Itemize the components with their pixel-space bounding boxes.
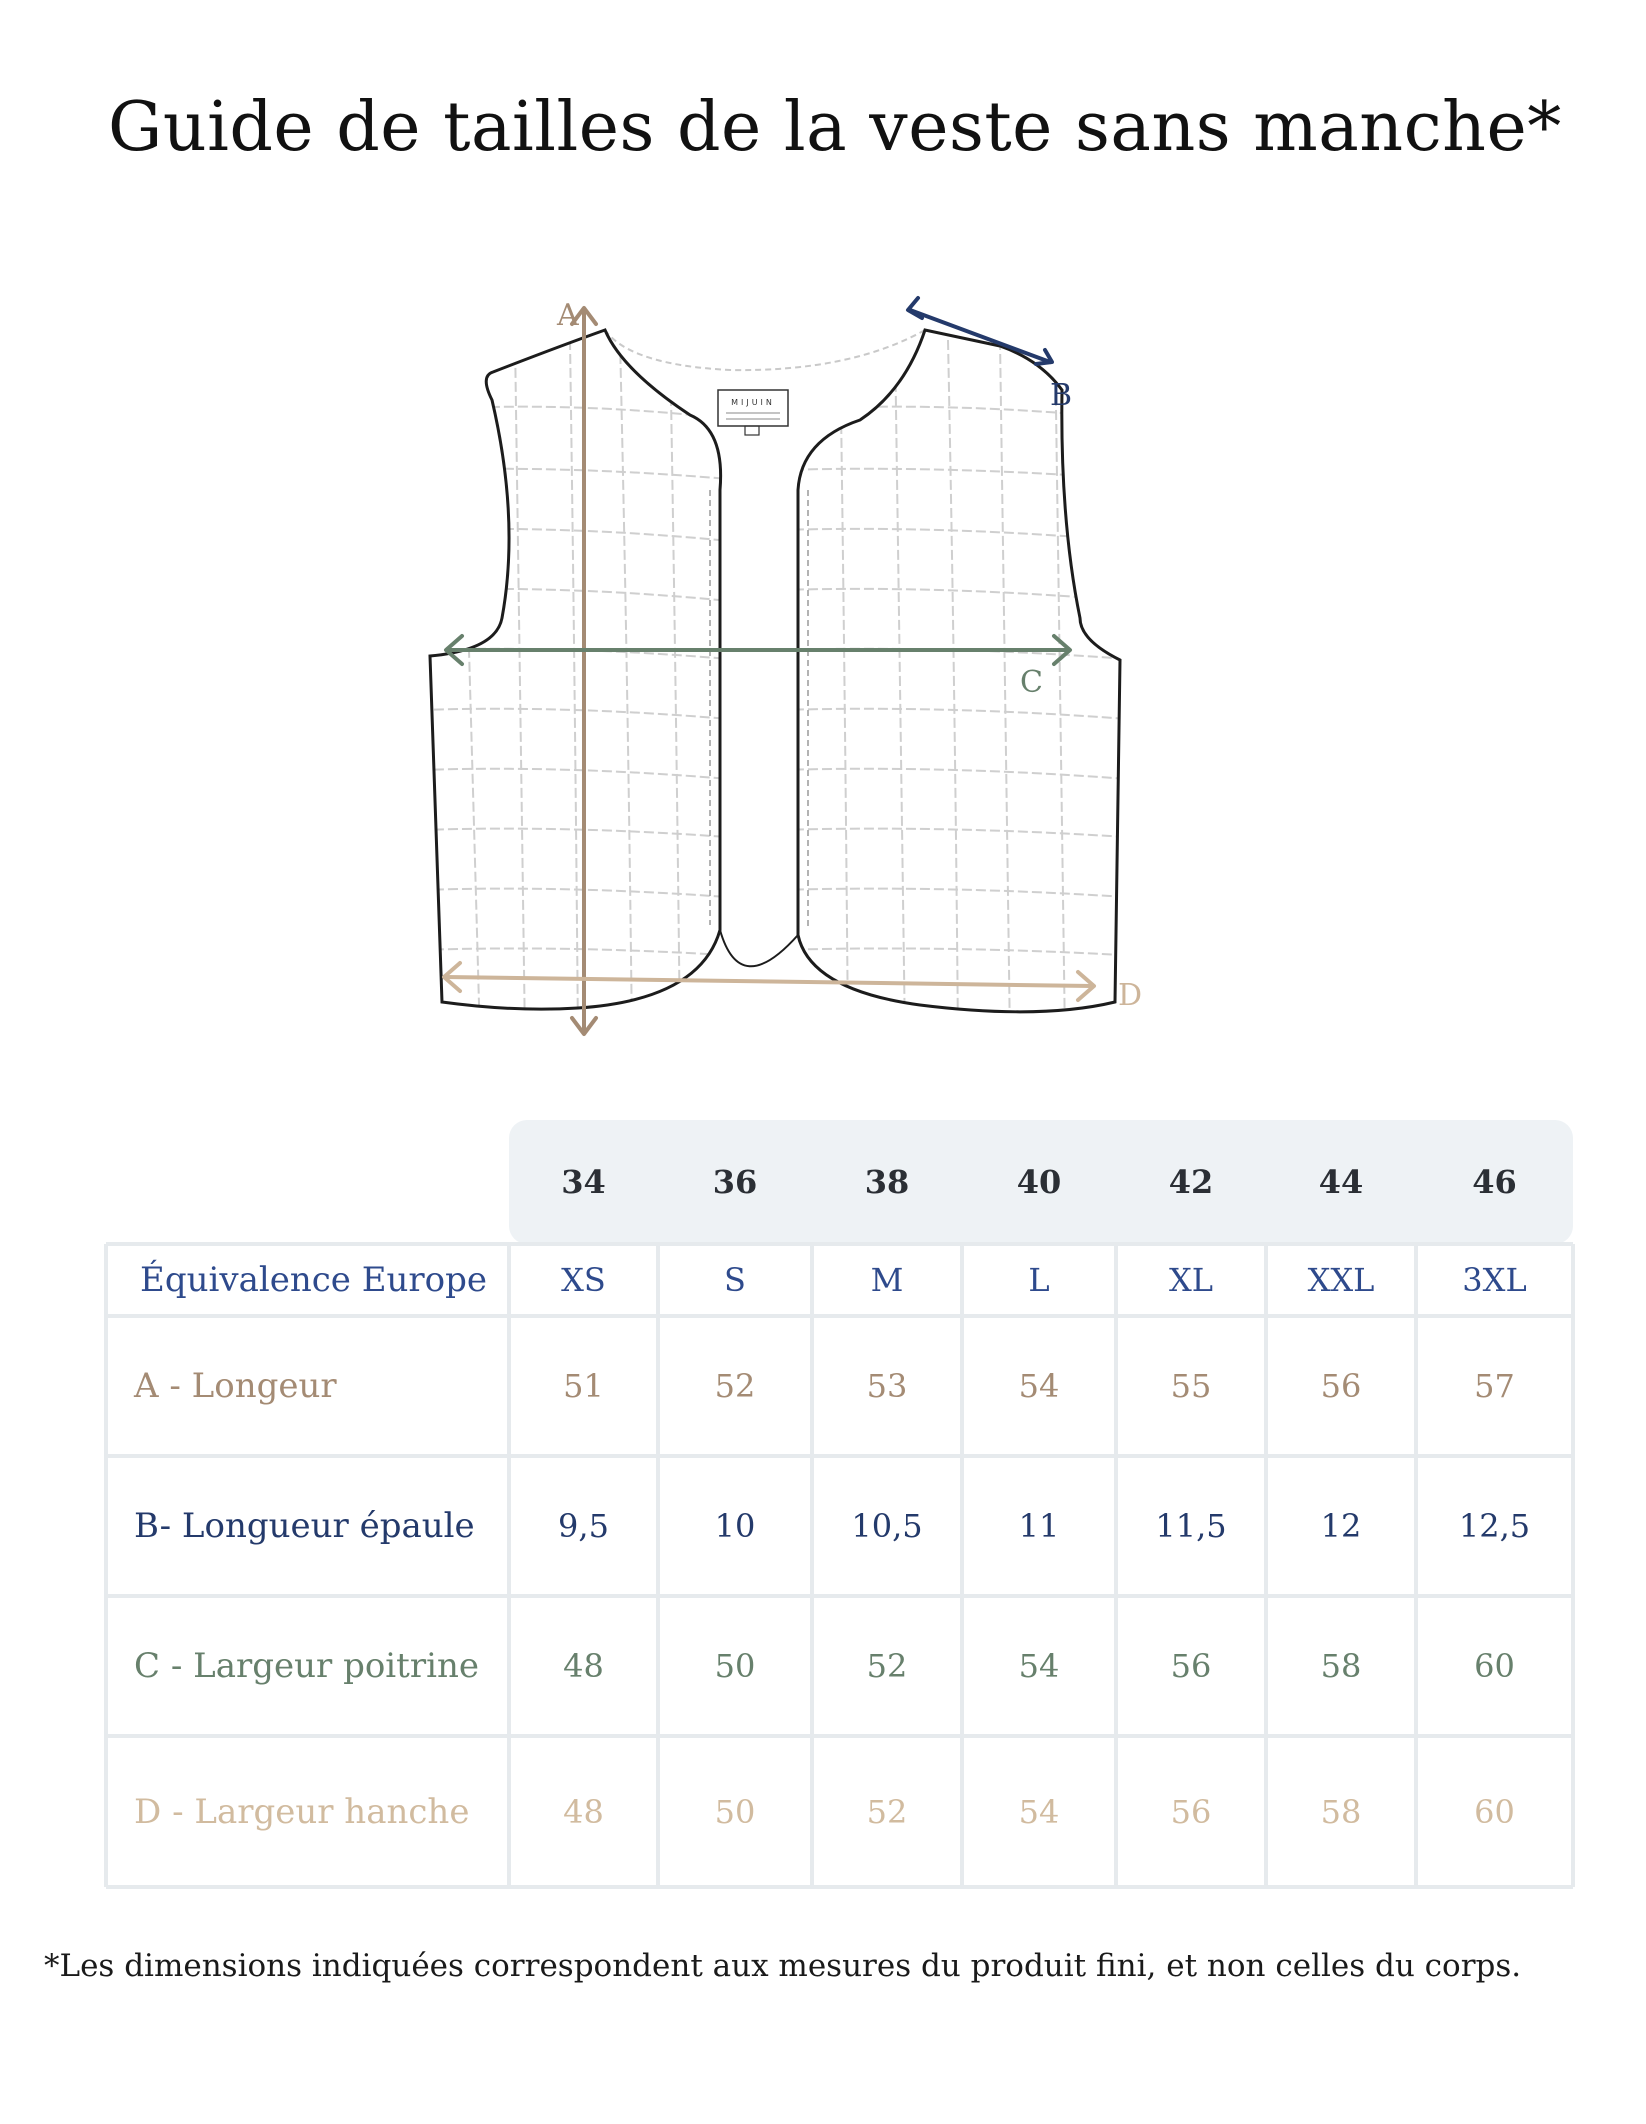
table-cell: XL bbox=[1168, 1261, 1214, 1299]
measure-b-label: B bbox=[1050, 378, 1073, 413]
table-cell: 52 bbox=[714, 1367, 756, 1405]
table-cell: L bbox=[1028, 1261, 1050, 1299]
table-cell: 9,5 bbox=[558, 1507, 609, 1545]
measure-c-label: C bbox=[1020, 665, 1043, 700]
row-label-longueur-epaule: B- Longueur épaule bbox=[134, 1506, 475, 1546]
row-label-equivalence-europe: Équivalence Europe bbox=[140, 1260, 488, 1300]
footnote: *Les dimensions indiquées correspondent aux mesures du produit fini, et non celles du corps. bbox=[44, 1948, 1522, 1984]
measure-d-label: D bbox=[1118, 978, 1143, 1013]
size-header-44: 44 bbox=[1318, 1163, 1364, 1201]
size-header-34: 34 bbox=[561, 1163, 606, 1201]
table-cell: 11 bbox=[1018, 1507, 1060, 1545]
table-cell: 53 bbox=[866, 1367, 908, 1405]
table-cell: 10 bbox=[714, 1507, 756, 1545]
measure-d-arrow bbox=[444, 963, 1094, 1000]
table-cell: 56 bbox=[1170, 1647, 1212, 1685]
size-header-38: 38 bbox=[864, 1163, 910, 1201]
table-cell: 12,5 bbox=[1458, 1507, 1531, 1545]
table-cell: 55 bbox=[1170, 1367, 1212, 1405]
table-cell: 60 bbox=[1474, 1647, 1515, 1685]
size-header-46: 46 bbox=[1472, 1163, 1517, 1201]
table-cell: 48 bbox=[563, 1792, 604, 1831]
table-cell: XXL bbox=[1307, 1261, 1375, 1299]
table-cell: 54 bbox=[1018, 1647, 1060, 1685]
brand-tag bbox=[718, 390, 788, 435]
row-label-largeur-poitrine: C - Largeur poitrine bbox=[134, 1646, 479, 1686]
table-cell: 56 bbox=[1320, 1367, 1362, 1405]
table-cell: 52 bbox=[866, 1647, 908, 1685]
table-cell: 54 bbox=[1018, 1367, 1060, 1405]
measure-a-label: A bbox=[557, 298, 579, 333]
vest-diagram bbox=[400, 280, 1160, 1080]
row-label-longueur: A - Longeur bbox=[134, 1366, 337, 1406]
table-cell: 12 bbox=[1320, 1507, 1362, 1545]
brand-tag-text: MIJUIN bbox=[731, 398, 775, 407]
table-cell: XS bbox=[561, 1261, 606, 1299]
size-header-36: 36 bbox=[712, 1163, 758, 1201]
back-neckline bbox=[605, 330, 925, 370]
table-cell: 52 bbox=[866, 1792, 908, 1831]
table-cell: 54 bbox=[1018, 1792, 1060, 1831]
size-header-42: 42 bbox=[1168, 1163, 1214, 1201]
table-cell: 58 bbox=[1320, 1647, 1362, 1685]
table-cell: 51 bbox=[563, 1367, 604, 1405]
table-cell: 56 bbox=[1170, 1792, 1212, 1831]
page-title: Guide de tailles de la veste sans manche* bbox=[108, 88, 1562, 167]
table-cell: 57 bbox=[1474, 1367, 1515, 1405]
table-cell: 11,5 bbox=[1155, 1507, 1227, 1545]
table-cell: 10,5 bbox=[851, 1507, 923, 1545]
table-cell: S bbox=[724, 1261, 746, 1299]
table-column-divider bbox=[104, 1244, 108, 1887]
row-label-largeur-hanche: D - Largeur hanche bbox=[134, 1791, 470, 1832]
measure-a-arrow bbox=[572, 308, 596, 1034]
table-cell: 50 bbox=[714, 1647, 756, 1685]
table-cell: M bbox=[870, 1261, 904, 1299]
table-cell: 60 bbox=[1474, 1792, 1515, 1831]
table-cell: 50 bbox=[714, 1792, 756, 1831]
table-cell: 3XL bbox=[1462, 1261, 1527, 1299]
size-header-40: 40 bbox=[1016, 1163, 1062, 1201]
table-cell: 58 bbox=[1320, 1792, 1362, 1831]
table-cell: 48 bbox=[563, 1647, 604, 1685]
